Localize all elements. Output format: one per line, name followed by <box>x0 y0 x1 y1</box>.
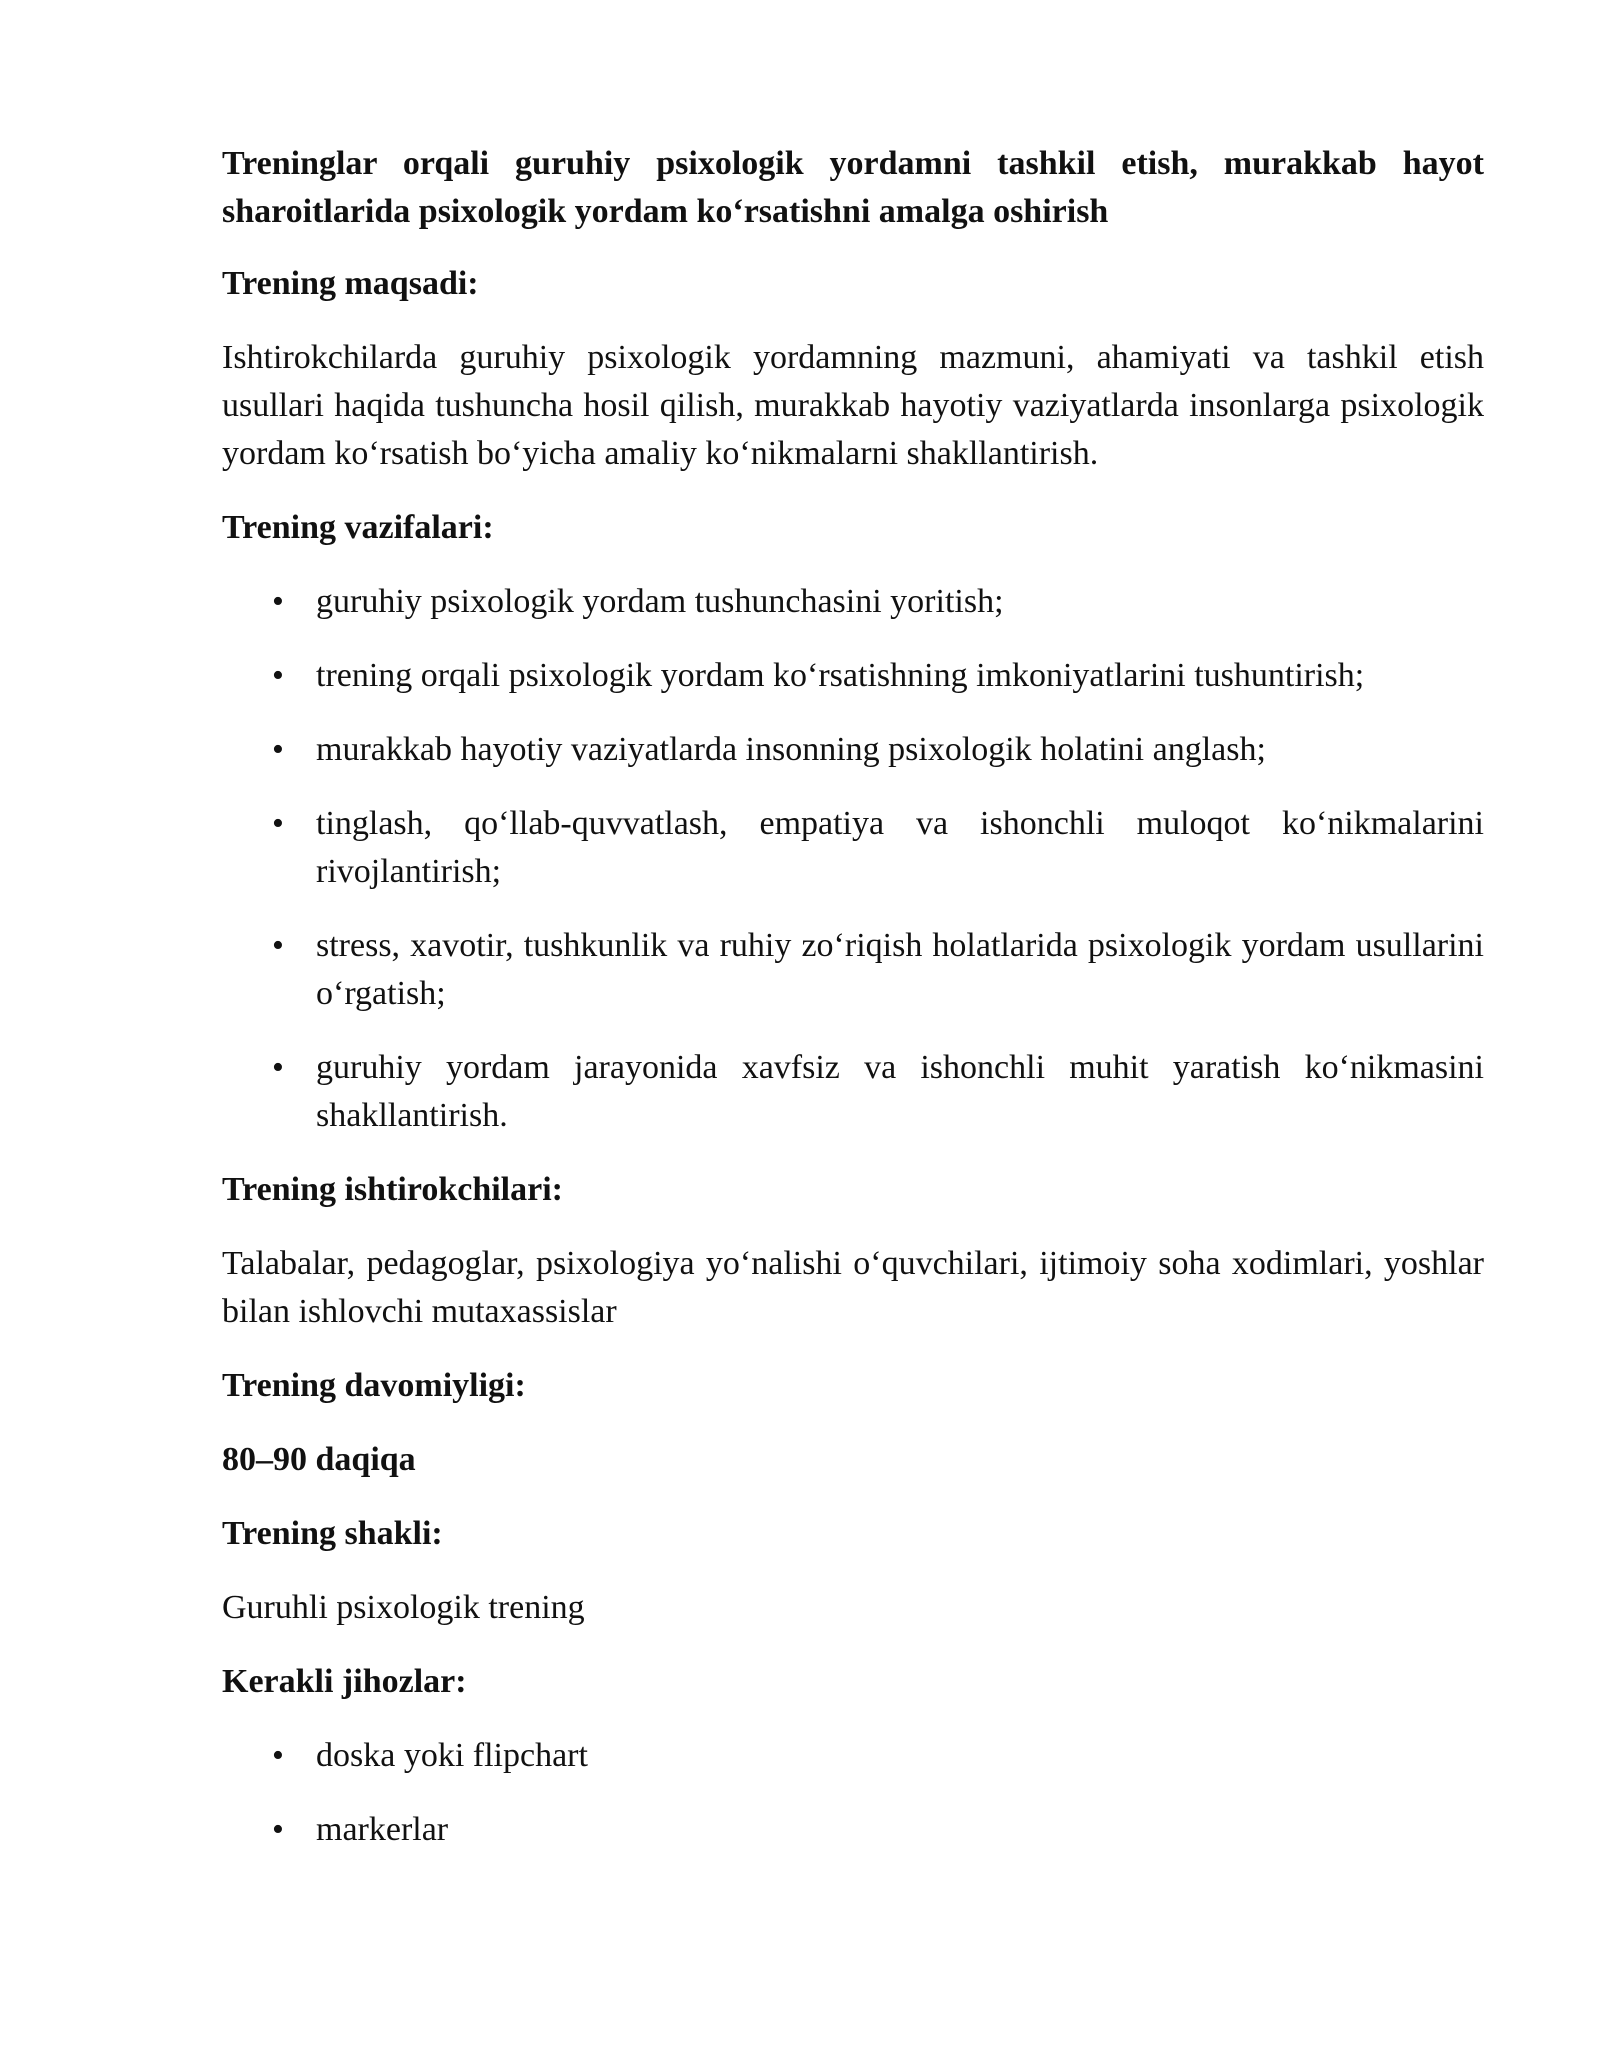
list-jihozlar <box>222 1732 1484 1854</box>
list-item <box>222 652 1484 700</box>
list-item <box>222 1732 1484 1780</box>
bullet-icon: • <box>272 1811 284 1848</box>
bullet-icon: • <box>272 657 284 694</box>
list-item-text: stress, xavotir, tushkunlik va ruhiy zo‘riqish holatlarida psixologik yordam usullarini o‘rgatish; <box>316 927 1484 1012</box>
list-item <box>222 726 1484 774</box>
list-item-text: murakkab hayotiy vaziyatlarda insonning psixologik holatini anglash; <box>316 731 1266 768</box>
list-item-text: guruhiy yordam jarayonida xavfsiz va ishonchli muhit yaratish ko‘nikmasini shakllantirish. <box>316 1049 1484 1134</box>
bullet-icon: • <box>272 583 284 620</box>
list-item-text: guruhiy psixologik yordam tushunchasini yoritish; <box>316 583 1004 620</box>
duration-value: 80–90 daqiqa <box>222 1441 416 1478</box>
bullet-icon: • <box>272 1737 284 1774</box>
list-item <box>222 1806 1484 1854</box>
heading-ishtirokchilar: Trening ishtirokchilari: <box>222 1171 563 1208</box>
bullet-icon: • <box>272 927 284 964</box>
bullet-icon: • <box>272 1049 284 1086</box>
document-title: Treninglar orqali guruhiy psixologik yordamni tashkil etish, murakkab hayot sharoitlarida psixologik yordam ko‘rsatishni amalga oshirish <box>222 145 1484 230</box>
bullet-icon: • <box>272 731 284 768</box>
list-item <box>222 922 1484 1018</box>
heading-jihozlar: Kerakli jihozlar: <box>222 1663 467 1700</box>
paragraph-ishtirokchilar: Talabalar, pedagoglar, psixologiya yo‘nalishi o‘quvchilari, ijtimoiy soha xodimlari, yoshlar bilan ishlovchi mutaxassislar <box>222 1245 1484 1330</box>
heading-maqsad: Trening maqsadi: <box>222 265 479 302</box>
list-item-text: markerlar <box>316 1811 449 1848</box>
list-vazifalar <box>222 578 1484 1140</box>
heading-davomiylik: Trening davomiyligi: <box>222 1367 526 1404</box>
document-page <box>222 140 1484 1880</box>
bullet-icon: • <box>272 805 284 842</box>
paragraph-maqsad: Ishtirokchilarda guruhiy psixologik yordamning mazmuni, ahamiyati va tashkil etish usullari haqida tushuncha hosil qilish, murakkab hayotiy vaziyatlarda insonlarga psixologik yordam ko‘rsatish bo‘yicha amaliy ko‘nikmalarni shakllantirish. <box>222 339 1484 472</box>
list-item-text: doska yoki flipchart <box>316 1737 588 1774</box>
paragraph-shakl: Guruhli psixologik trening <box>222 1589 585 1626</box>
list-item <box>222 800 1484 896</box>
list-item-text: trening orqali psixologik yordam ko‘rsatishning imkoniyatlarini tushuntirish; <box>316 657 1365 694</box>
heading-vazifalar: Trening vazifalari: <box>222 509 494 546</box>
list-item <box>222 578 1484 626</box>
list-item <box>222 1044 1484 1140</box>
heading-shakl: Trening shakli: <box>222 1515 443 1552</box>
list-item-text: tinglash, qo‘llab-quvvatlash, empatiya va ishonchli muloqot ko‘nikmalarini rivojlantirish; <box>316 805 1484 890</box>
